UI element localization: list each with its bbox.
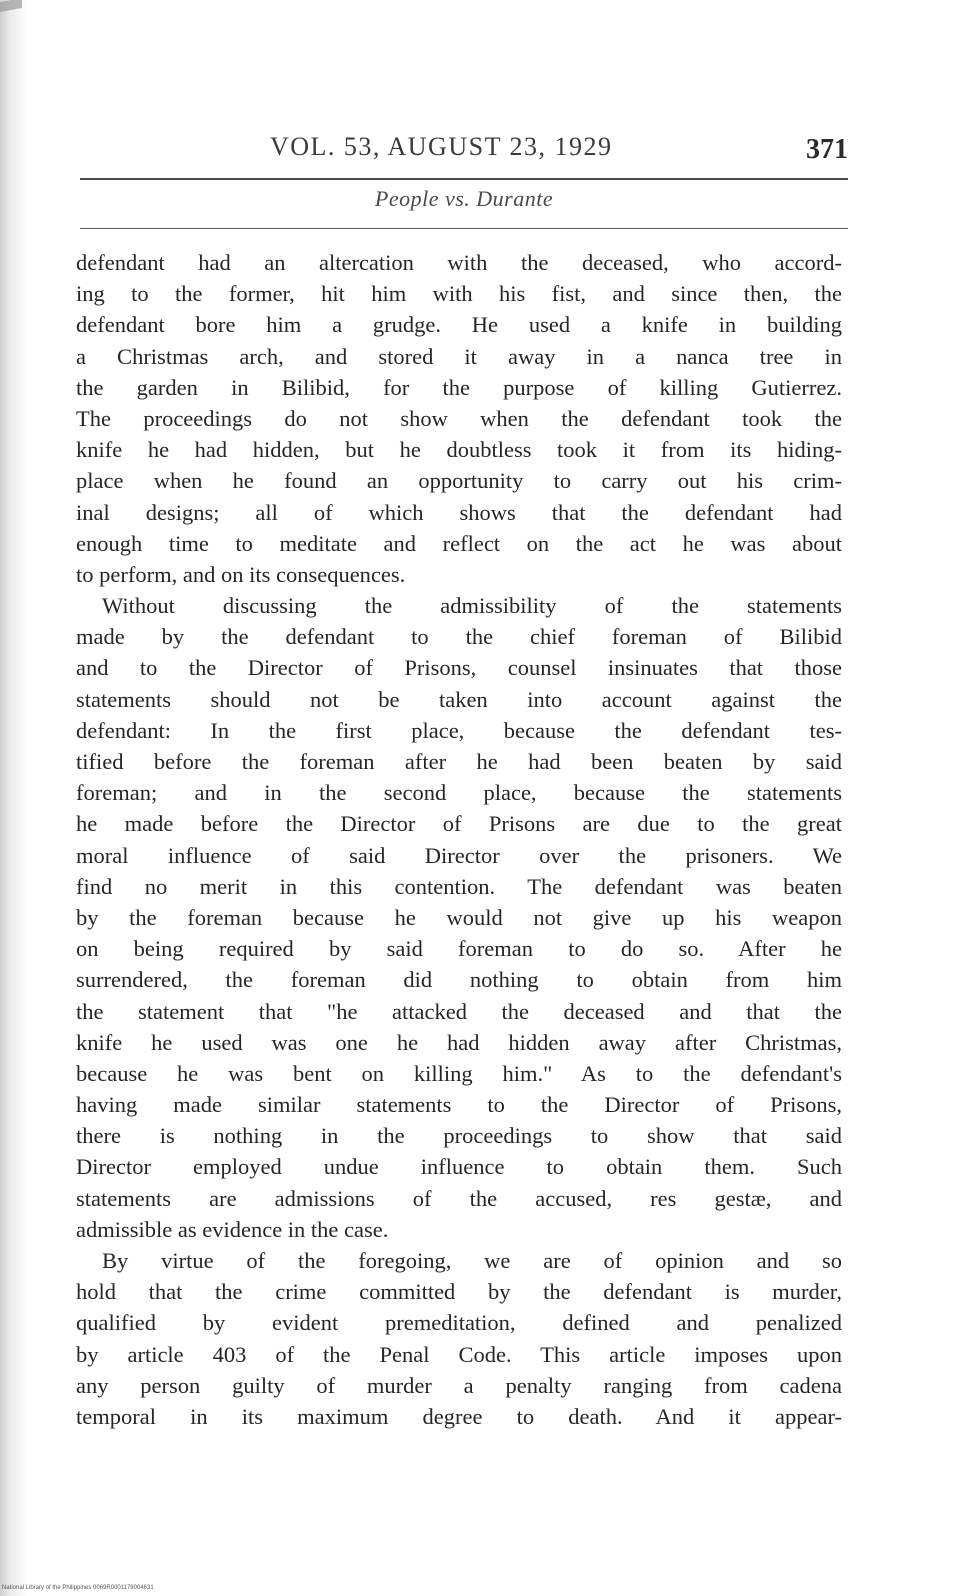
paragraph-1 [76,247,842,590]
page-header [78,128,848,174]
text-line: By virtue of the foregoing, we are of opinion and so [102,1248,842,1273]
text-line: inal designs; all of which shows that the defendant had [76,499,842,525]
text-line: statements are admissions of the accused, res gestæ, and [76,1185,842,1211]
text-line: The proceedings do not show when the defendant took the [76,405,842,431]
scan-edge-shadow [0,0,28,1596]
case-title: People vs. Durante [374,186,554,211]
text-line: find no merit in this contention. The defendant was beaten [76,873,842,899]
body-text [76,247,842,1432]
scan-footer-note: National Library of the Philippines 0069R0001179004631 [2,1585,154,1591]
text-line: the statement that "he attacked the deceased and that the [76,998,842,1024]
text-line: by article 403 of the Penal Code. This article imposes upon [76,1341,842,1367]
text-line: admissible as evidence in the case. [76,1216,389,1242]
text-line: defendant bore him a grudge. He used a knife in building [76,312,842,338]
text-line: knife he had hidden, but he doubtless took it from its hiding- [76,437,842,463]
text-line: hold that the crime committed by the defendant is murder, [76,1279,842,1305]
text-line: foreman; and in the second place, because the statements [76,780,842,806]
running-head: VOL. 53, AUGUST 23, 1929 [270,132,613,161]
text-line: defendant had an altercation with the deceased, who accord- [76,250,842,275]
text-line: and to the Director of Prisons, counsel insinuates that those [76,655,842,681]
text-line: there is nothing in the proceedings to show that said [76,1123,842,1149]
text-line: Without discussing the admissibility of the statements [102,593,842,619]
text-line: ing to the former, hit him with his fist, and since then, the [76,281,842,307]
text-line: because he was bent on killing him." As to the defendant's [76,1060,842,1086]
text-line: on being required by said foreman to do so. After he [76,936,842,962]
paragraph-2 [76,590,842,1245]
header-rule-bottom [80,228,848,229]
text-line: by the foreman because he would not give up his weapon [76,904,842,930]
header-rule-top [80,178,848,180]
text-line: defendant: In the first place, because the defendant tes- [76,717,842,743]
text-line: moral influence of said Director over the prisoners. We [76,842,842,868]
text-line: place when he found an opportunity to carry out his crim- [76,468,842,494]
text-line: surrendered, the foreman did nothing to obtain from him [76,967,842,993]
text-line: the garden in Bilibid, for the purpose of killing Gutierrez. [76,374,842,400]
text-line: temporal in its maximum degree to death. And it appear- [76,1403,842,1429]
text-line: knife he used was one he had hidden away after Christmas, [76,1029,842,1055]
text-line: having made similar statements to the Director of Prisons, [76,1092,842,1118]
text-line: made by the defendant to the chief foreman of Bilibid [76,624,842,650]
text-line: any person guilty of murder a penalty ranging from cadena [76,1372,842,1398]
text-line: enough time to meditate and reflect on the act he was about [76,530,842,556]
text-line: qualified by evident premeditation, defined and penalized [76,1310,842,1336]
page-number: 371 [806,134,848,165]
text-line: a Christmas arch, and stored it away in a nanca tree in [76,343,842,369]
text-line: statements should not be taken into account against the [76,686,842,712]
text-line: tified before the foreman after he had been beaten by said [76,749,842,774]
text-line: he made before the Director of Prisons are due to the great [76,811,842,837]
text-line: to perform, and on its consequences. [76,561,406,587]
paragraph-3 [76,1245,842,1432]
text-line: Director employed undue influence to obtain them. Such [76,1154,842,1180]
